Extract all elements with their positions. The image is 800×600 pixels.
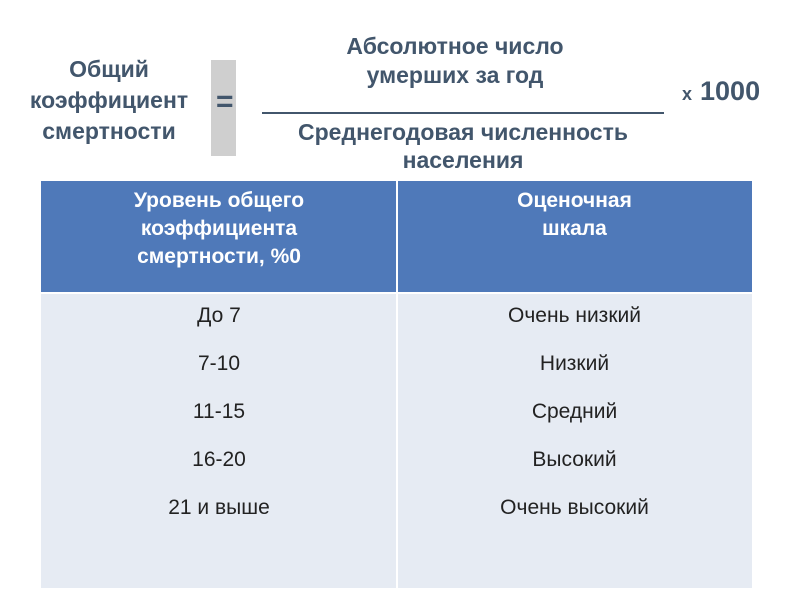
fraction-line — [262, 112, 664, 114]
numerator-line: Абсолютное число — [346, 33, 564, 59]
formula-denominator — [258, 118, 668, 174]
level-column — [41, 302, 397, 542]
header-line: Оценочная — [517, 189, 632, 212]
equals-sign: = — [216, 85, 234, 118]
table-cell-level: До 7 — [197, 304, 241, 327]
table-cell-level: 16-20 — [192, 448, 246, 471]
scale-column — [397, 302, 752, 542]
formula-left-term — [14, 54, 204, 147]
formula-left-line: Общий — [69, 56, 149, 82]
table-cell-scale: Средний — [531, 400, 618, 423]
table-cell-scale: Низкий — [539, 352, 610, 375]
header-line: шкала — [542, 217, 607, 240]
multiplier-sign: х — [682, 84, 693, 104]
numerator-line: умерших за год — [366, 62, 544, 88]
formula-multiplier — [682, 76, 760, 107]
header-scale — [397, 187, 752, 243]
denominator-line: населения — [402, 147, 524, 173]
table-cell-scale: Высокий — [532, 448, 617, 471]
formula-numerator — [290, 32, 620, 90]
header-line: смертности, %0 — [137, 245, 301, 268]
header-level — [41, 187, 397, 271]
table-cell-scale: Очень низкий — [508, 304, 641, 327]
table-cell-level: 11-15 — [192, 400, 246, 423]
formula-left-line: смертности — [42, 118, 176, 144]
header-line: коэффициента — [140, 217, 298, 240]
denominator-line: Среднегодовая численность — [298, 119, 628, 145]
header-line: Уровень общего — [133, 189, 305, 212]
table-cell-level: 7-10 — [197, 352, 241, 375]
formula-left-line: коэффициент — [29, 87, 189, 113]
mortality-scale-table — [41, 181, 752, 588]
multiplier-value: 1000 — [700, 76, 761, 106]
table-cell-scale: Очень высокий — [500, 496, 649, 519]
table-cell-level: 21 и выше — [168, 496, 270, 519]
